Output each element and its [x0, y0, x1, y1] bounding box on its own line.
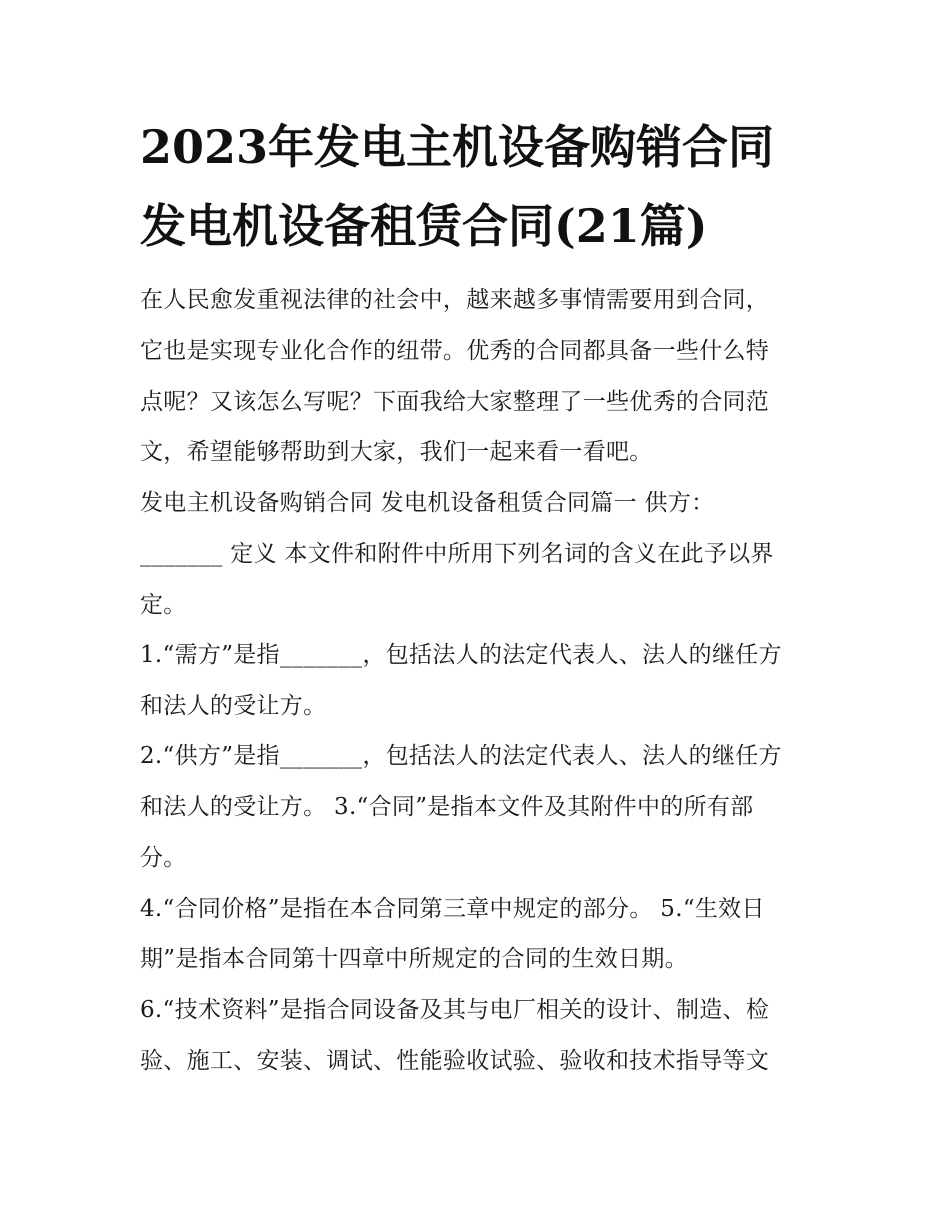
body-line: 期”是指本合同第十四章中所规定的合同的生效日期。 — [140, 946, 688, 972]
body-line: 和法人的受让方。 — [140, 693, 327, 719]
body-line: 它也是实现专业化合作的纽带。优秀的合同都具备一些什么特 — [140, 338, 770, 364]
body-line: _______ 定义 本文件和附件中所用下列名词的含义在此予以界 — [140, 541, 774, 567]
body-line: 点呢？又该怎么写呢？下面我给大家整理了一些优秀的合同范 — [140, 389, 770, 415]
body-line: 6.“技术资料”是指合同设备及其与电厂相关的设计、制造、检 — [140, 997, 770, 1023]
body-line: 发电主机设备购销合同 发电机设备租赁合同篇一 供方： — [140, 490, 715, 516]
body-line: 文，希望能够帮助到大家，我们一起来看一看吧。 — [140, 439, 653, 465]
document-title-line-1: 2023年发电主机设备购销合同 — [140, 120, 775, 174]
body-line: 和法人的受让方。 3.“合同”是指本文件及其附件中的所有部 — [140, 794, 754, 820]
body-line: 1.“需方”是指_______，包括法人的法定代表人、法人的继任方 — [140, 642, 782, 668]
document-title-line-2: 发电机设备租赁合同(21篇) — [140, 199, 708, 253]
body-line: 分。 — [140, 845, 187, 871]
body-line: 4.“合同价格”是指在本合同第三章中规定的部分。 5.“生效日 — [140, 896, 765, 922]
body-line: 在人民愈发重视法律的社会中，越来越多事情需要用到合同， — [140, 287, 770, 313]
body-line: 定。 — [140, 592, 187, 618]
body-line: 验、施工、安装、调试、性能验收试验、验收和技术指导等文 — [140, 1048, 770, 1074]
body-line: 2.“供方”是指_______，包括法人的法定代表人、法人的继任方 — [140, 743, 782, 769]
